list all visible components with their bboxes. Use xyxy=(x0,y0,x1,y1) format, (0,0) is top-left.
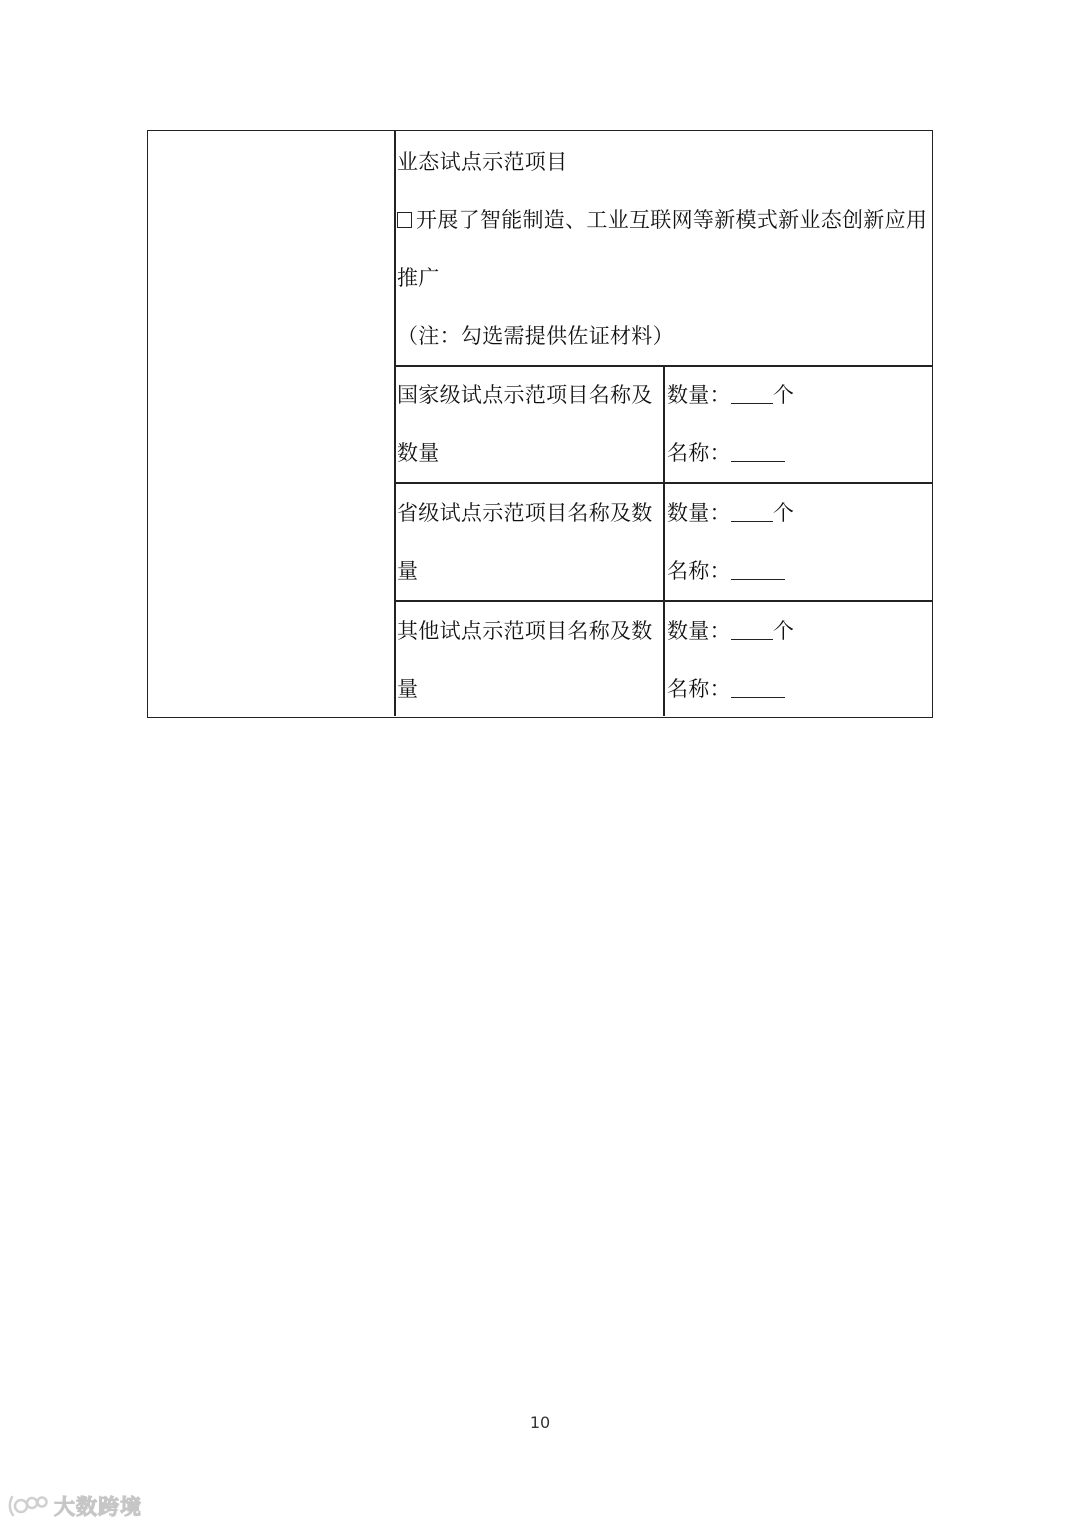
quantity-blank[interactable] xyxy=(731,385,773,404)
note-text: （注：勾选需提供佐证材料） xyxy=(397,324,674,348)
name-label: 名称： xyxy=(667,559,731,583)
name-blank[interactable] xyxy=(731,679,785,698)
name-label: 名称： xyxy=(667,677,731,701)
watermark xyxy=(8,1491,142,1521)
quantity-label: 数量： xyxy=(667,383,731,407)
quantity-blank[interactable] xyxy=(731,503,773,522)
checkbox-label-continued: 推广 xyxy=(397,266,440,290)
row-label: 省级试点示范项目名称及数 xyxy=(397,501,653,525)
name-blank[interactable] xyxy=(731,443,785,462)
table-row-divider xyxy=(394,600,932,602)
name-blank[interactable] xyxy=(731,561,785,580)
row-label: 国家级试点示范项目名称及 xyxy=(397,383,653,407)
checkbox-label: 开展了智能制造、工业互联网等新模式新业态创新应用 xyxy=(416,208,928,232)
table-row-divider xyxy=(394,482,932,484)
row-label-continued: 数量 xyxy=(397,441,440,465)
quantity-label: 数量： xyxy=(667,619,731,643)
name-field[interactable] xyxy=(667,561,785,582)
brand-logo-icon xyxy=(8,1493,50,1519)
checkbox-option[interactable] xyxy=(397,210,927,231)
watermark-text: 大数跨境 xyxy=(54,1495,142,1519)
quantity-field[interactable] xyxy=(667,621,794,642)
quantity-unit: 个 xyxy=(772,383,795,407)
section-heading: 业态试点示范项目 xyxy=(397,150,568,174)
quantity-label: 数量： xyxy=(667,501,731,525)
name-field[interactable] xyxy=(667,679,785,700)
table-divider-mid xyxy=(663,365,665,716)
row-label-continued: 量 xyxy=(397,559,419,583)
row-label: 其他试点示范项目名称及数 xyxy=(397,619,653,643)
form-table xyxy=(147,130,933,718)
quantity-unit: 个 xyxy=(772,501,795,525)
quantity-blank[interactable] xyxy=(731,621,773,640)
name-label: 名称： xyxy=(667,441,731,465)
table-row-divider xyxy=(394,365,932,367)
table-divider-left xyxy=(394,131,396,716)
row-label-continued: 量 xyxy=(397,677,419,701)
page-number: 10 xyxy=(529,1413,551,1432)
quantity-unit: 个 xyxy=(772,619,795,643)
quantity-field[interactable] xyxy=(667,503,794,524)
name-field[interactable] xyxy=(667,443,785,464)
quantity-field[interactable] xyxy=(667,385,794,406)
checkbox-icon[interactable] xyxy=(397,212,412,228)
